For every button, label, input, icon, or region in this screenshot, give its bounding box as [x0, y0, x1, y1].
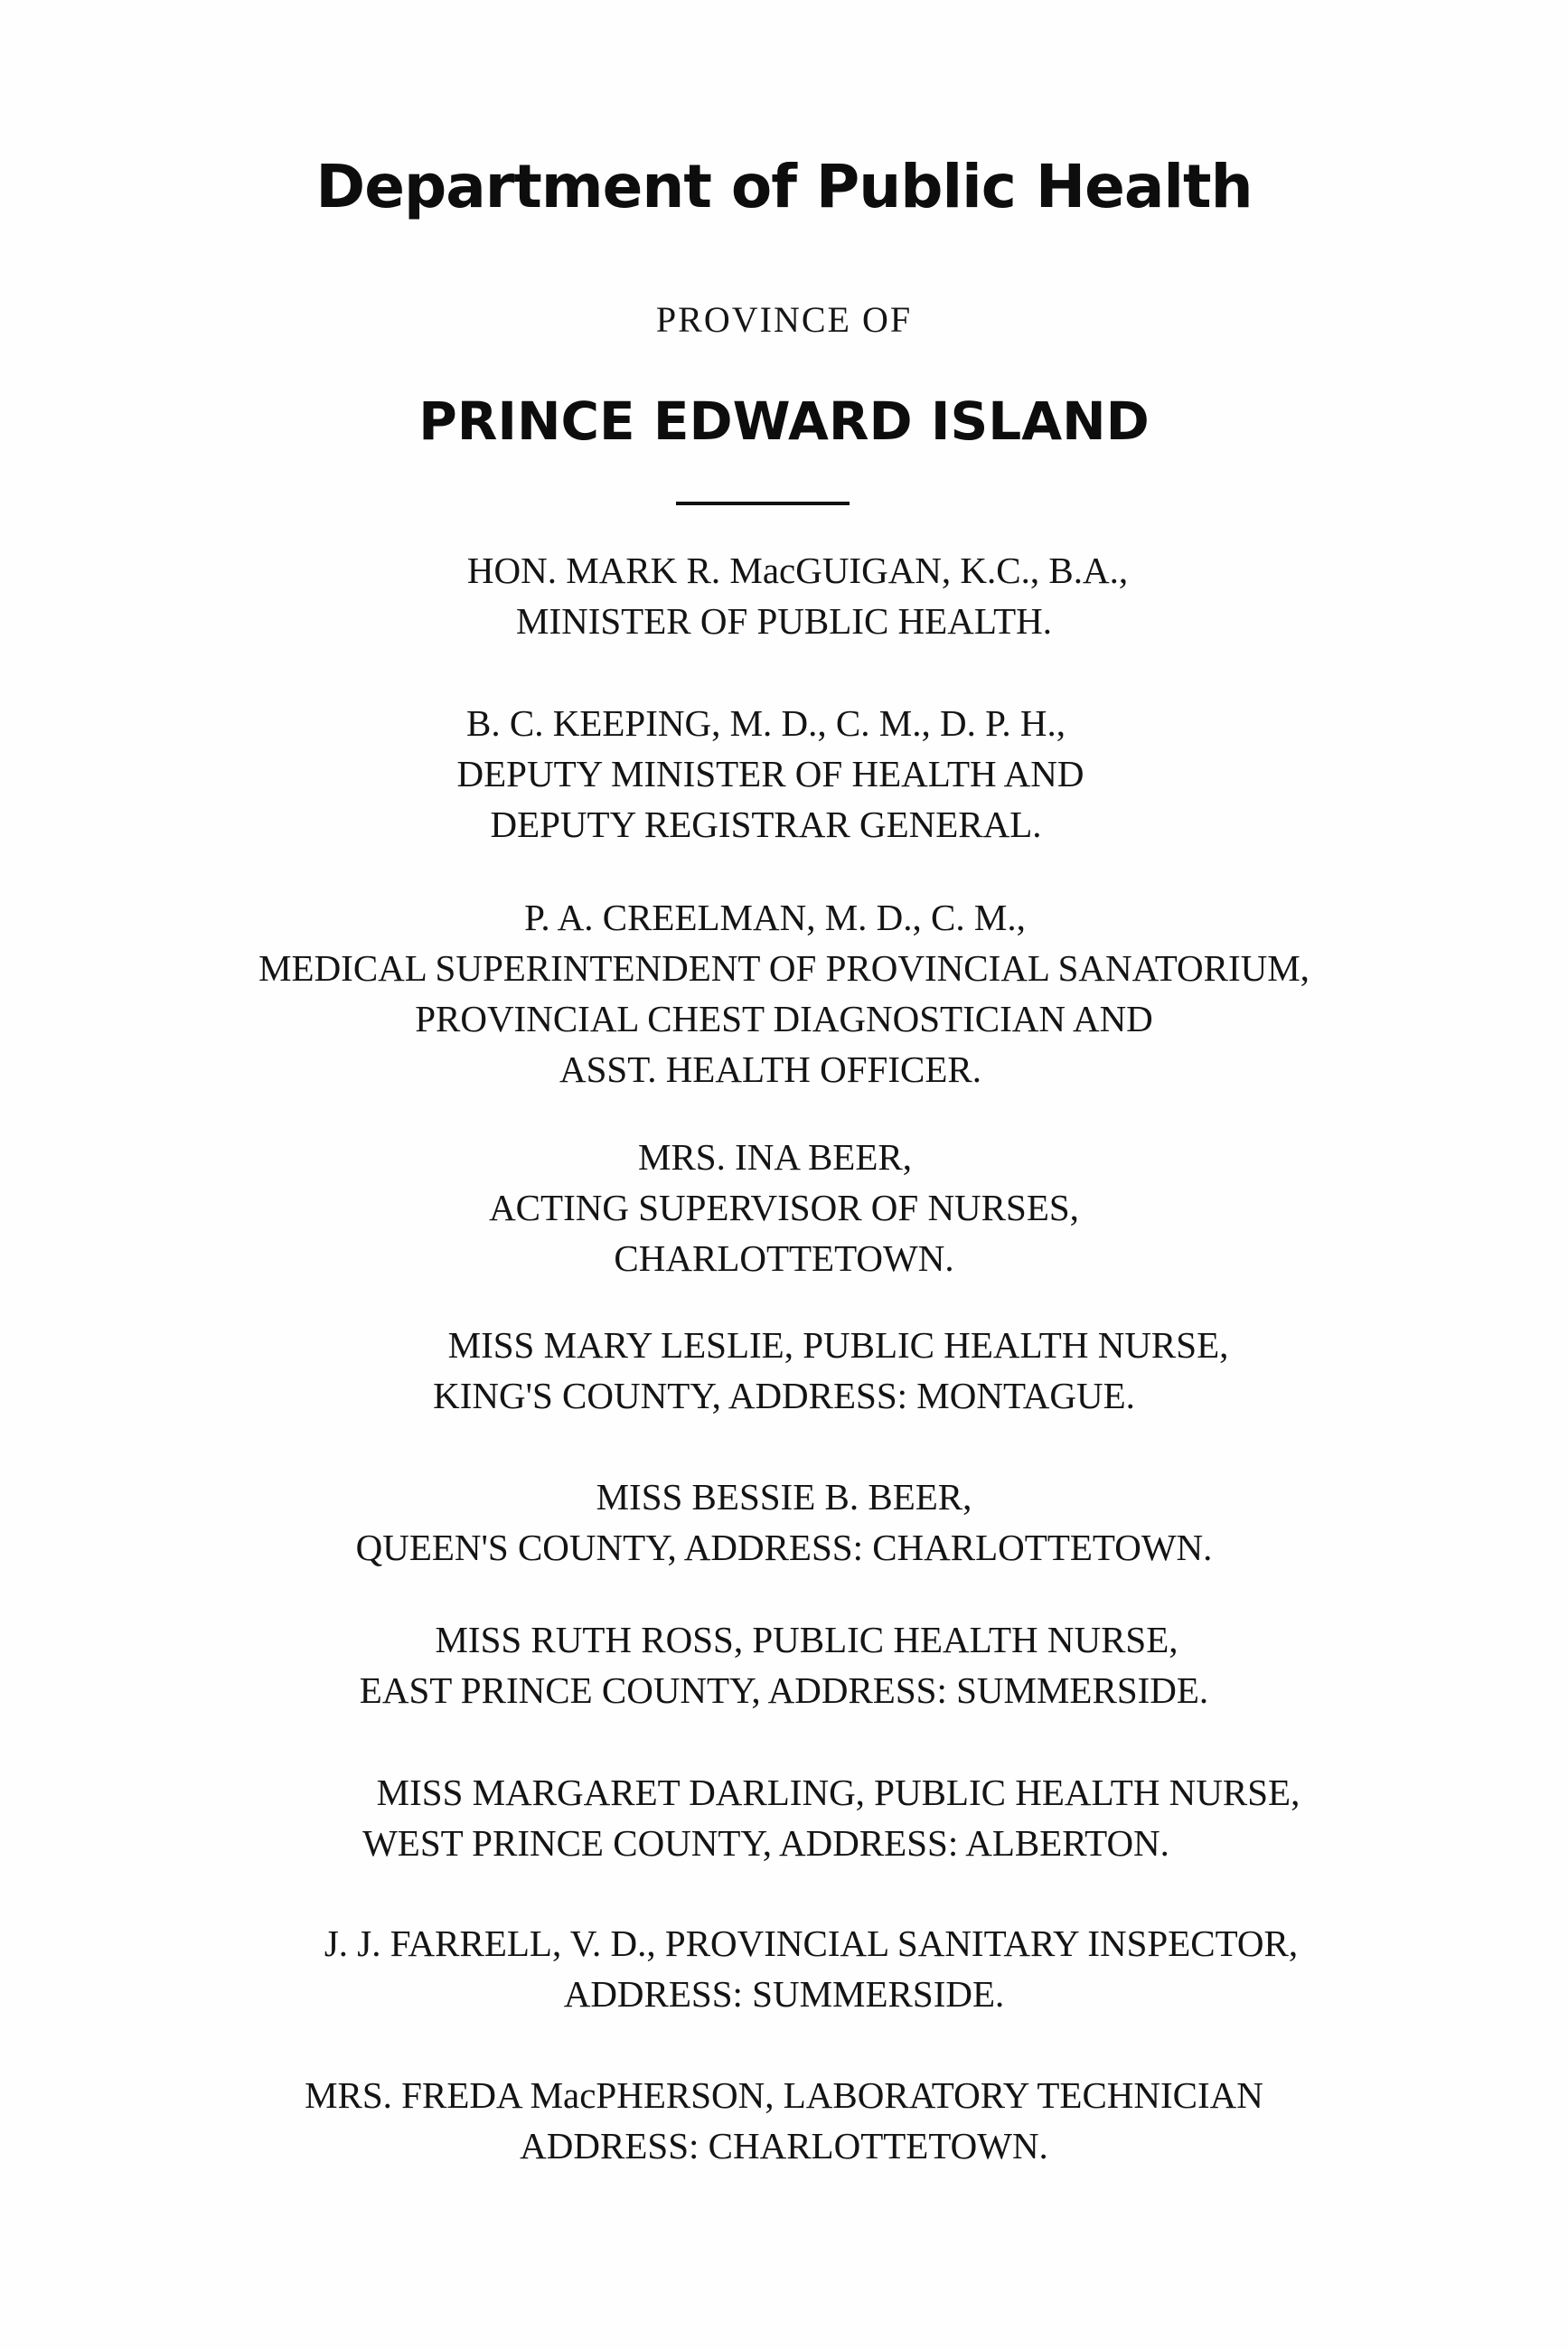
entry-line: EAST PRINCE COUNTY, ADDRESS: SUMMERSIDE. [359, 1669, 1209, 1711]
staff-entry-minister [0, 545, 1568, 646]
entry-line: MISS BESSIE B. BEER, [596, 1476, 972, 1518]
entry-line: ADDRESS: SUMMERSIDE. [563, 1973, 1005, 2015]
divider-rule [676, 502, 850, 505]
entry-line: MINISTER OF PUBLIC HEALTH. [515, 600, 1053, 642]
entry-line: ASST. HEALTH OFFICER. [559, 1048, 981, 1090]
province-of-label: PROVINCE OF [655, 299, 913, 340]
entry-line: ADDRESS: CHARLOTTETOWN. [520, 2125, 1048, 2167]
staff-entry-supervisor-of-nurses [0, 1132, 1568, 1283]
entry-line: WEST PRINCE COUNTY, ADDRESS: ALBERTON. [362, 1822, 1169, 1864]
staff-entry-medical-superintendent [0, 892, 1568, 1095]
entry-line: CHARLOTTETOWN. [614, 1237, 954, 1279]
entry-line: DEPUTY MINISTER OF HEALTH AND [456, 753, 1084, 794]
staff-entry-lab-technician [0, 2070, 1568, 2171]
entry-line: MEDICAL SUPERINTENDENT OF PROVINCIAL SANATORIUM, [258, 947, 1310, 989]
entry-line: MRS. INA BEER, [638, 1136, 912, 1178]
entry-line: QUEEN'S COUNTY, ADDRESS: CHARLOTTETOWN. [355, 1527, 1213, 1568]
entry-line: B. C. KEEPING, M. D., C. M., D. P. H., [466, 702, 1066, 744]
entry-line: HON. MARK R. MacGUIGAN, K.C., B.A., [466, 550, 1129, 591]
entry-line: MISS RUTH ROSS, PUBLIC HEALTH NURSE, [435, 1619, 1178, 1660]
entry-line: PROVINCIAL CHEST DIAGNOSTICIAN AND [415, 998, 1153, 1039]
entry-line: MISS MARGARET DARLING, PUBLIC HEALTH NURSE, [376, 1772, 1300, 1813]
entry-line: P. A. CREELMAN, M. D., C. M., [524, 897, 1026, 938]
entry-line: MRS. FREDA MacPHERSON, LABORATORY TECHNICIAN [305, 2074, 1263, 2116]
entry-line: MISS MARY LESLIE, PUBLIC HEALTH NURSE, [447, 1324, 1229, 1366]
entry-line: ACTING SUPERVISOR OF NURSES, [489, 1187, 1079, 1228]
staff-entry-queens-county-nurse [0, 1471, 1568, 1573]
staff-entry-kings-county-nurse [0, 1320, 1568, 1421]
entry-line: KING'S COUNTY, ADDRESS: MONTAGUE. [433, 1375, 1135, 1416]
entry-line: DEPUTY REGISTRAR GENERAL. [490, 804, 1042, 845]
staff-entry-east-prince-nurse [0, 1614, 1568, 1716]
staff-entry-west-prince-nurse [0, 1767, 1568, 1868]
staff-entry-sanitary-inspector [0, 1918, 1568, 2019]
staff-entry-deputy-minister [0, 698, 1568, 850]
page-title: Department of Public Health [315, 152, 1253, 221]
province-name: PRINCE EDWARD ISLAND [418, 390, 1150, 452]
entry-line: J. J. FARRELL, V. D., PROVINCIAL SANITARY INSPECTOR, [324, 1922, 1299, 1964]
